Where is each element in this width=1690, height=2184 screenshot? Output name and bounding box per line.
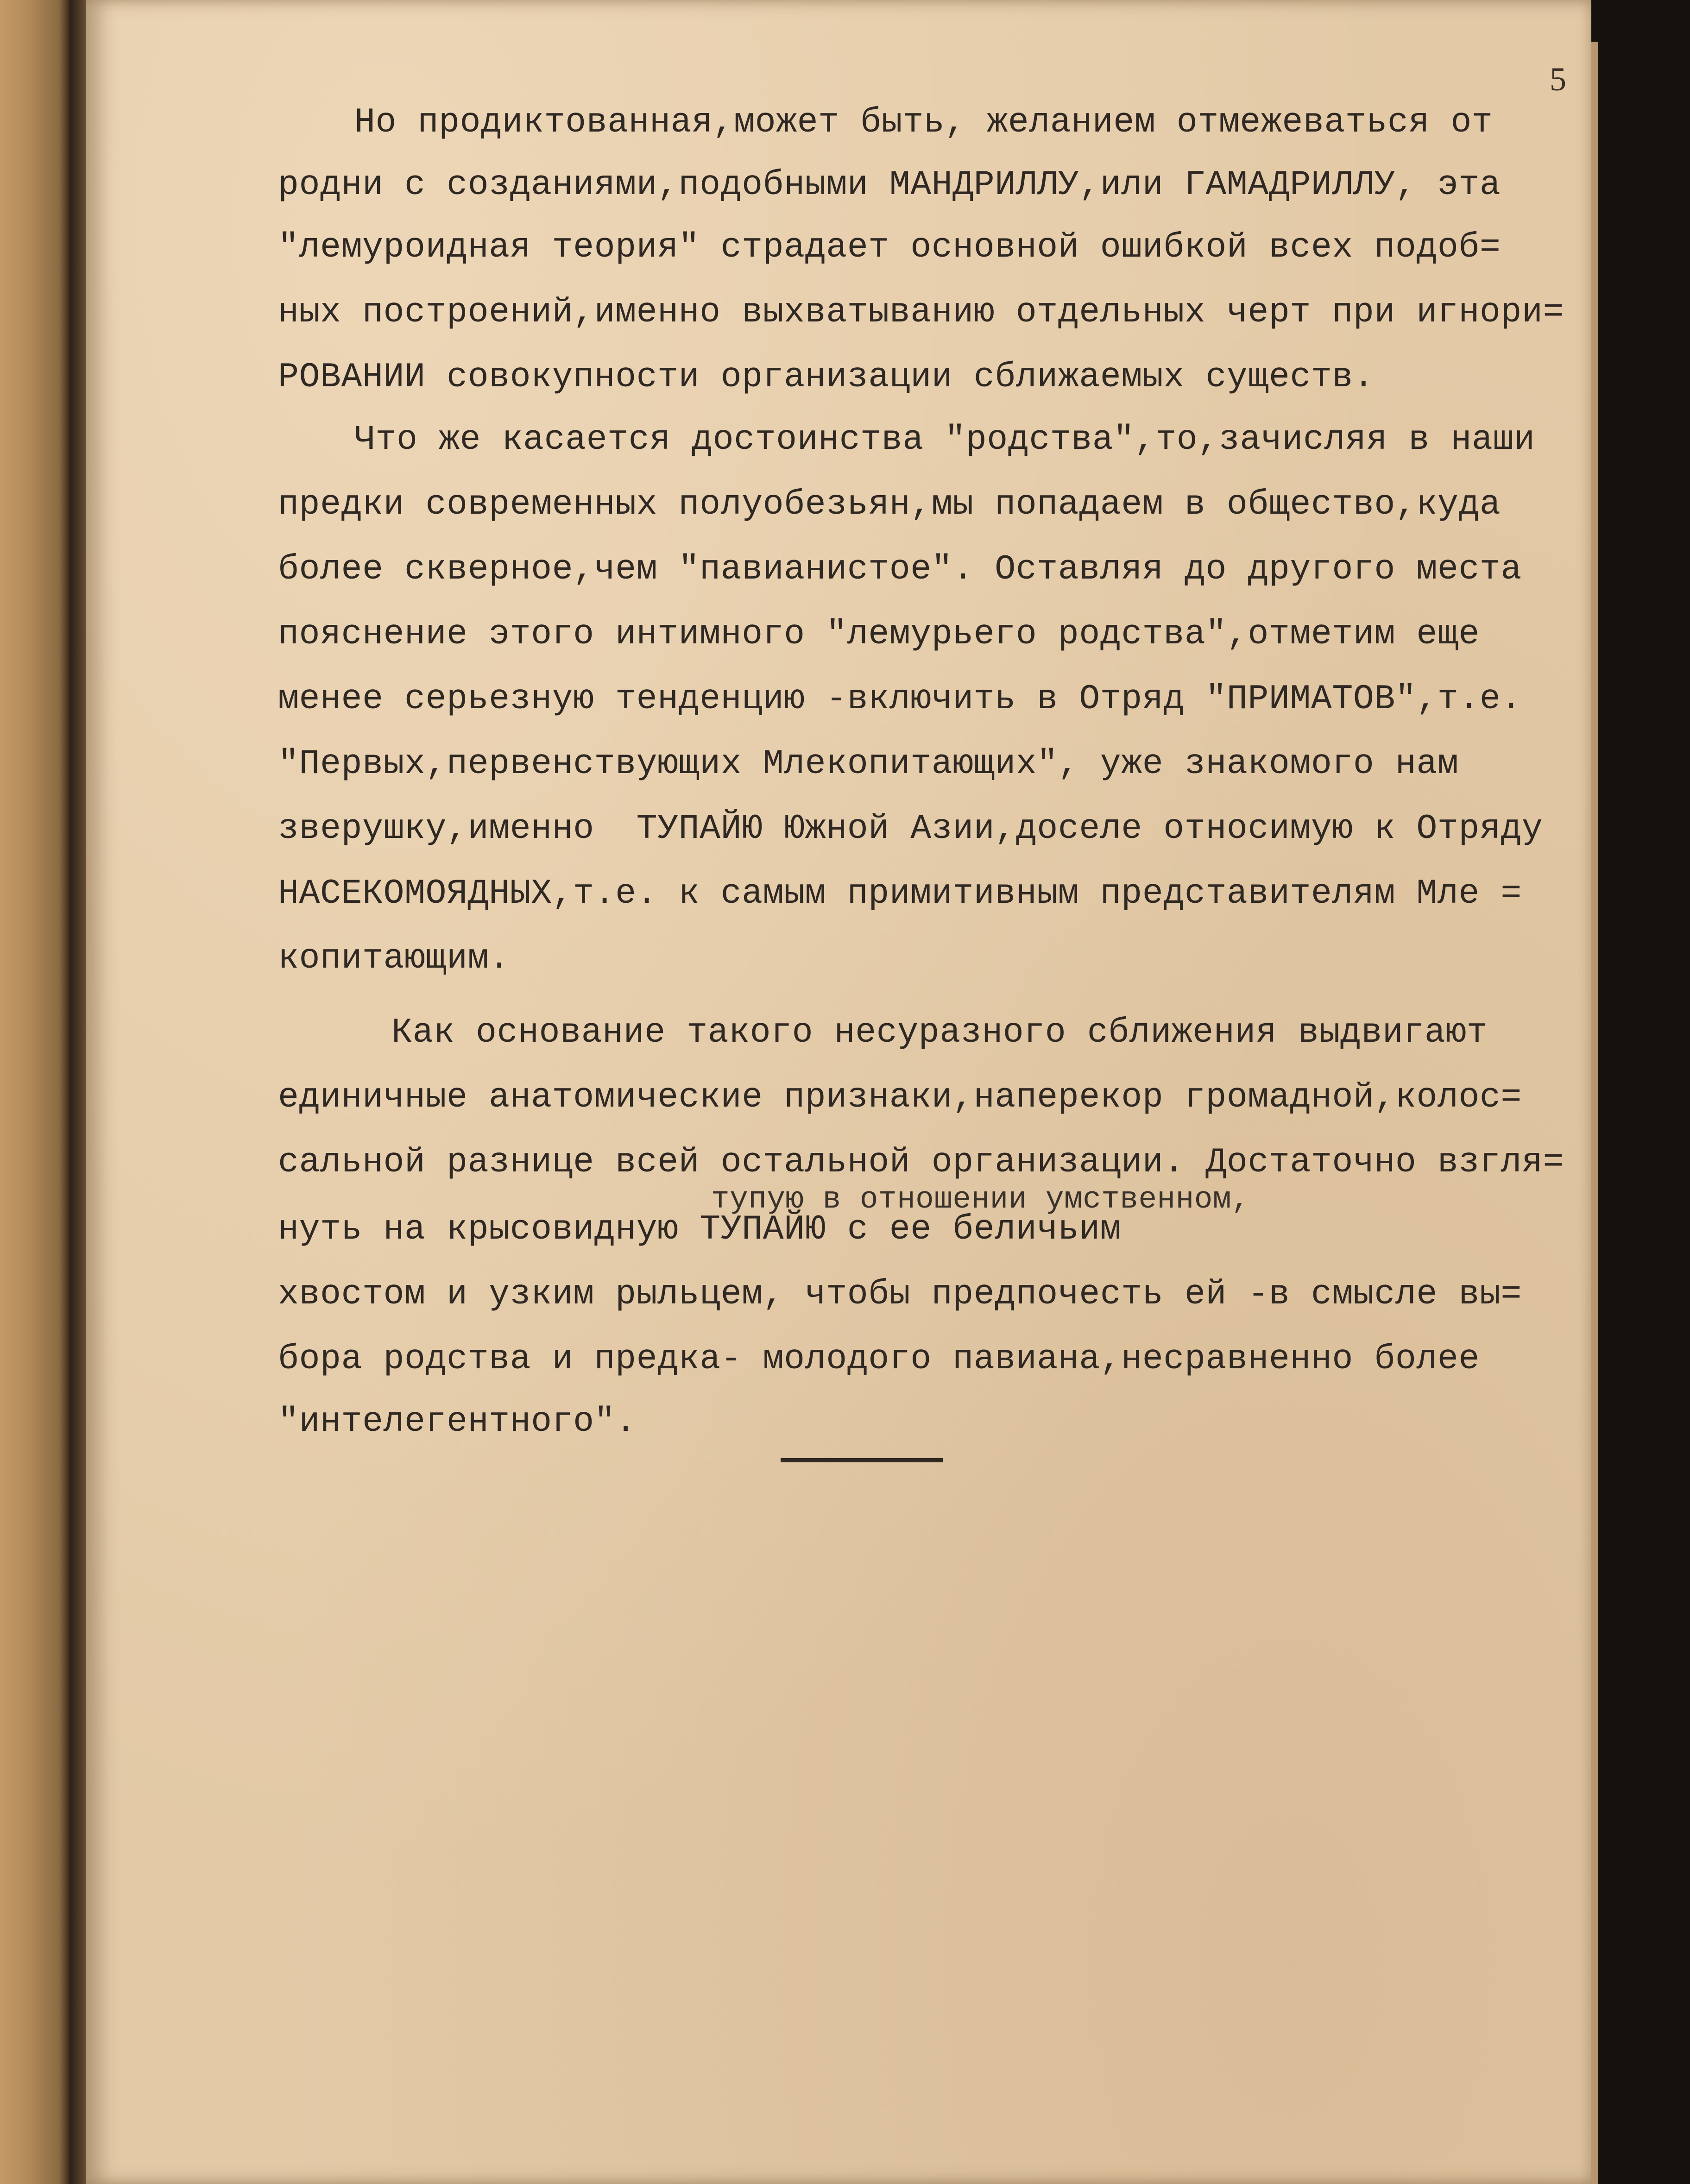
text-line-4: ных построений,именно выхватыванию отдельных черт при игнори= <box>278 293 1564 332</box>
text-line-12: зверушку,именно ТУПАЙЮ Южной Азии,доселе относимую к Отряду <box>278 809 1543 849</box>
section-end-rule <box>781 1458 943 1462</box>
text-line-18: нуть на крысовидную ТУПАЙЮ с ее беличьим <box>278 1210 1122 1249</box>
text-line-16: единичные анатомические признаки,наперекор громадной,колос= <box>278 1078 1522 1117</box>
text-line-6: Что же касается достоинства "родства",то,зачисляя в наши <box>354 420 1535 459</box>
text-line-3: "лемуроидная теория" страдает основной ошибкой всех подоб= <box>278 228 1501 267</box>
text-line-13: НАСЕКОМОЯДНЫХ,т.е. к самым примитивным представителям Мле = <box>278 874 1522 913</box>
text-line-21: "интелегентного". <box>278 1402 637 1441</box>
interlinear-insertion: тупую в отношении умственном, <box>711 1182 1250 1217</box>
text-line-10: менее серьезную тенденцию -включить в Отряд "ПРИМАТОВ",т.е. <box>278 680 1522 719</box>
text-line-8: более скверное,чем "павианистое". Оставляя до другого места <box>278 550 1522 589</box>
text-line-11: "Первых,первенствующих Млекопитающих", уже знакомого нам <box>278 744 1459 784</box>
text-line-2: родни с созданиями,подобными МАНДРИЛЛУ,или ГАМАДРИЛЛУ, эта <box>278 165 1501 205</box>
typewritten-page <box>86 0 1591 2184</box>
text-line-14: копитающим. <box>278 939 510 978</box>
text-line-19: хвостом и узким рыльцем, чтобы предпочесть ей -в смысле вы= <box>278 1275 1522 1314</box>
book-gutter <box>69 0 88 2184</box>
text-line-9: пояснение этого интимного "лемурьего родства",отметим еще <box>278 615 1480 654</box>
left-page-edge <box>0 0 69 2184</box>
text-line-5: РОВАНИИ совокупности организации сближаемых существ. <box>278 358 1375 397</box>
text-line-17: сальной разнице всей остальной организации. Достаточно взгля= <box>278 1143 1564 1182</box>
text-line-15: Как основание такого несуразного сближения выдвигают <box>391 1013 1488 1052</box>
page-number: 5 <box>1550 61 1566 98</box>
text-line-20: бора родства и предка- молодого павиана,несравненно более <box>278 1340 1480 1379</box>
text-line-7: предки современных полуобезьян,мы попадаем в общество,куда <box>278 485 1501 524</box>
text-line-1: Но продиктованная,может быть, желанием отмежеваться от <box>354 103 1493 142</box>
